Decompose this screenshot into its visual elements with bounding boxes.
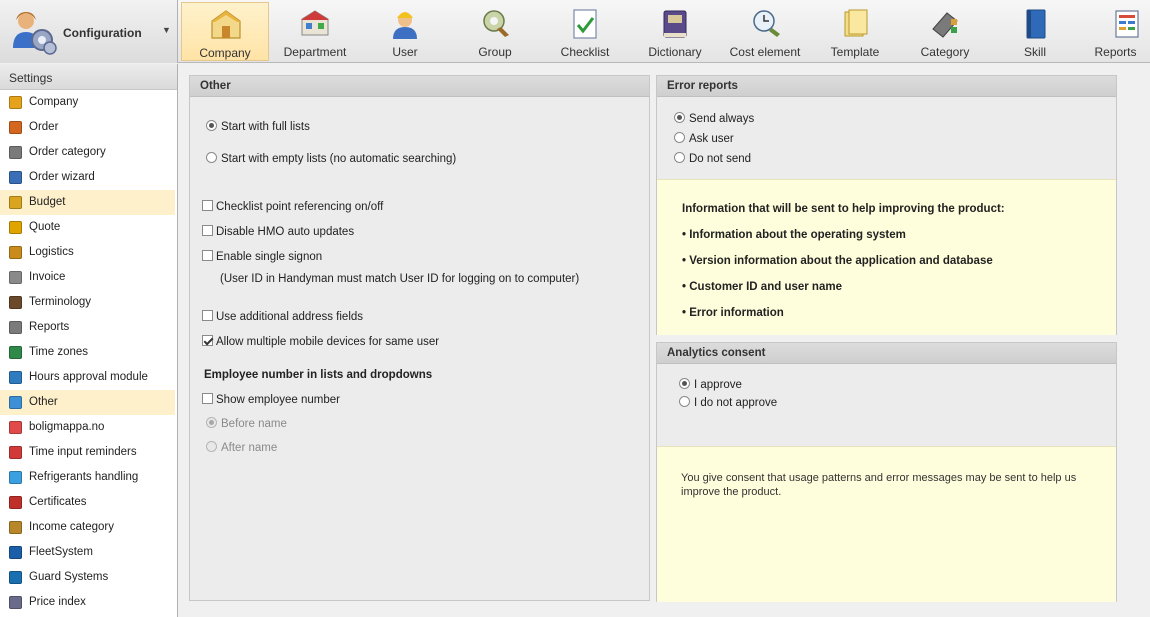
- module-switcher[interactable]: [0, 0, 178, 63]
- send-always-label: Send always: [689, 113, 755, 125]
- info-item: • Information about the operating system: [682, 229, 906, 241]
- after-name-option: [206, 441, 277, 454]
- configuration-user-gear-icon: [10, 8, 58, 56]
- approve-label: I approve: [694, 379, 742, 391]
- toolbar-label: Cost element: [729, 45, 801, 59]
- sidebar-item-label: Price index: [29, 596, 86, 608]
- globe-icon: [9, 346, 22, 359]
- sidebar-item-order-category[interactable]: [0, 140, 177, 165]
- sidebar-item-label: Certificates: [29, 496, 87, 508]
- not-approve-option[interactable]: [679, 396, 777, 409]
- toolbar-button-reports[interactable]: [1081, 2, 1150, 61]
- sidebar-item-label: Reports: [29, 321, 70, 333]
- dictionary-icon: [659, 7, 691, 41]
- fleetsystem-logo-icon: [9, 546, 22, 559]
- start-empty-lists-label: Start with empty lists (no automatic searching): [221, 153, 457, 165]
- order-icon: [9, 121, 22, 134]
- sidebar-item-order-wizard[interactable]: [0, 165, 177, 190]
- info-item-text: Information about the operating system: [689, 229, 906, 241]
- wizard-icon: [9, 171, 22, 184]
- sidebar-item-label: Other: [29, 396, 58, 408]
- radio-unselected[interactable]: [679, 396, 690, 407]
- error-reports-title: Error reports: [657, 76, 1116, 97]
- sidebar-item-reports[interactable]: [0, 315, 177, 340]
- toolbar-button-cost-element[interactable]: [721, 2, 809, 61]
- info-item: • Error information: [682, 307, 784, 319]
- start-full-lists-option[interactable]: [206, 120, 310, 133]
- sidebar-item-label: Order wizard: [29, 171, 95, 183]
- category-icon: [929, 7, 961, 41]
- toolbar-label: Dictionary: [648, 45, 702, 59]
- do-not-send-option[interactable]: [674, 152, 751, 165]
- sidebar-item-label: Terminology: [29, 296, 91, 308]
- show-employee-number-label: Show employee number: [216, 394, 341, 406]
- sidebar-item-label: Logistics: [29, 246, 74, 258]
- additional-address-label: Use additional address fields: [216, 311, 364, 323]
- toolbar-button-department[interactable]: [271, 2, 359, 61]
- sidebar-header: Settings: [0, 64, 177, 90]
- toolbar-label: Reports: [1094, 45, 1137, 59]
- chevron-down-icon[interactable]: ▼: [162, 25, 171, 35]
- toolbar-button-skill[interactable]: [991, 2, 1079, 61]
- radio-selected[interactable]: [679, 378, 690, 389]
- checkbox[interactable]: [202, 393, 213, 404]
- checklist-icon: [569, 7, 601, 41]
- info-item-text: Customer ID and user name: [689, 281, 842, 293]
- sidebar-list: [0, 90, 177, 615]
- checkbox[interactable]: [202, 310, 213, 321]
- approval-check-icon: [9, 371, 22, 384]
- checkbox[interactable]: [202, 200, 213, 211]
- sidebar-item-time-input-reminders[interactable]: [0, 440, 177, 465]
- sidebar-item-label: Budget: [29, 196, 66, 208]
- start-empty-lists-option[interactable]: [206, 152, 456, 165]
- toolbar-label: Company: [199, 46, 251, 60]
- sidebar-item-boligmappa[interactable]: [0, 415, 177, 440]
- ask-user-label: Ask user: [689, 133, 734, 145]
- start-full-lists-label: Start with full lists: [221, 121, 310, 133]
- sidebar-item-label: Order: [29, 121, 59, 133]
- toolbar-label: User: [392, 45, 418, 59]
- certificate-ribbon-icon: [9, 496, 22, 509]
- toolbar-label: Category: [920, 45, 970, 59]
- multi-mobile-label: Allow multiple mobile devices for same user: [216, 336, 440, 348]
- cost-element-icon: [749, 7, 781, 41]
- radio-unselected[interactable]: [206, 152, 217, 163]
- toolbar-label: Group: [478, 45, 512, 59]
- consent-text: You give consent that usage patterns and error messages may be sent to help us improve the product.: [681, 472, 1077, 498]
- snowflake-icon: [9, 471, 22, 484]
- top-toolbar: [0, 0, 1150, 63]
- radio-unselected[interactable]: [674, 152, 685, 163]
- sidebar-item-guard-systems[interactable]: [0, 565, 177, 590]
- info-item: • Customer ID and user name: [682, 281, 842, 293]
- disable-hmo-checkbox[interactable]: [202, 225, 354, 238]
- quote-icon: [9, 221, 22, 234]
- globe-other-icon: [9, 396, 22, 409]
- reports-icon: [1111, 7, 1143, 41]
- sidebar-item-quote[interactable]: [0, 215, 177, 240]
- toolbar-button-group[interactable]: [451, 2, 539, 61]
- sidebar-item-budget[interactable]: [0, 190, 175, 215]
- invoice-icon: [9, 271, 22, 284]
- sidebar-item-logistics[interactable]: [0, 240, 177, 265]
- toolbar-button-company[interactable]: [181, 2, 269, 61]
- terminology-book-icon: [9, 296, 22, 309]
- radio-disabled-selected: [206, 417, 217, 428]
- sidebar-item-invoice[interactable]: [0, 265, 177, 290]
- before-name-label: Before name: [221, 418, 287, 430]
- folder-icon: [9, 421, 22, 434]
- approve-option[interactable]: [679, 378, 742, 391]
- checklist-referencing-label: Checklist point referencing on/off: [216, 201, 384, 213]
- not-approve-label: I do not approve: [694, 397, 778, 409]
- price-index-icon: [9, 596, 22, 609]
- info-title: Information that will be sent to help improving the product:: [682, 203, 1005, 215]
- radio-unselected[interactable]: [674, 132, 685, 143]
- checkbox-checked[interactable]: [202, 335, 213, 346]
- sidebar-item-order[interactable]: [0, 115, 177, 140]
- skill-book-icon: [1019, 7, 1051, 41]
- settings-sidebar: [0, 64, 178, 617]
- toolbar-button-category[interactable]: [901, 2, 989, 61]
- show-employee-number-checkbox[interactable]: [202, 393, 340, 406]
- info-item-text: Version information about the application and database: [689, 255, 993, 267]
- single-signon-label: Enable single signon: [216, 251, 323, 263]
- radio-disabled: [206, 441, 217, 452]
- after-name-label: After name: [221, 442, 278, 454]
- sidebar-item-label: boligmappa.no: [29, 421, 105, 433]
- single-signon-checkbox[interactable]: [202, 250, 322, 263]
- sidebar-item-other[interactable]: [0, 390, 175, 415]
- before-name-option: [206, 417, 287, 430]
- alarm-clock-icon: [9, 446, 22, 459]
- toolbar-label: Skill: [1023, 45, 1046, 59]
- house-icon: [210, 8, 242, 42]
- other-panel-title: Other: [190, 76, 649, 97]
- toolbar-label: Department: [283, 45, 347, 59]
- printer-icon: [9, 321, 22, 334]
- sidebar-item-hours-approval[interactable]: [0, 365, 177, 390]
- sidebar-item-label: Hours approval module: [29, 371, 148, 383]
- analytics-consent-panel: [656, 342, 1117, 602]
- toolbar-label: Template: [830, 45, 880, 59]
- checkbox[interactable]: [202, 250, 213, 261]
- budget-scale-icon: [9, 196, 22, 209]
- analytics-consent-title: Analytics consent: [657, 343, 1116, 364]
- disable-hmo-label: Disable HMO auto updates: [216, 226, 355, 238]
- sidebar-item-time-zones[interactable]: [0, 340, 177, 365]
- radio-selected[interactable]: [674, 112, 685, 123]
- income-icon: [9, 521, 22, 534]
- department-icon: [299, 7, 331, 41]
- guard-systems-logo-icon: [9, 571, 22, 584]
- sidebar-item-label: Order category: [29, 146, 106, 158]
- toolbar-button-template[interactable]: [811, 2, 899, 61]
- checklist-referencing-checkbox[interactable]: [202, 200, 383, 213]
- do-not-send-label: Do not send: [689, 153, 752, 165]
- info-item: • Version information about the application and database: [682, 255, 993, 267]
- worker-icon: [389, 7, 421, 41]
- sidebar-item-price-index[interactable]: [0, 590, 177, 615]
- info-item-text: Error information: [689, 307, 784, 319]
- sidebar-item-refrigerants[interactable]: [0, 465, 177, 490]
- multi-mobile-checkbox[interactable]: [202, 335, 439, 348]
- ask-user-option[interactable]: [674, 132, 734, 145]
- sidebar-item-company[interactable]: [0, 90, 177, 115]
- error-reports-panel: [656, 75, 1117, 335]
- analytics-info-box: [657, 446, 1116, 602]
- sidebar-item-income-category[interactable]: [0, 515, 177, 540]
- toolbar-label: Checklist: [560, 45, 610, 59]
- group-icon: [479, 7, 511, 41]
- sidebar-item-label: Refrigerants handling: [29, 471, 139, 483]
- error-reports-info-box: [657, 179, 1116, 335]
- send-always-option[interactable]: [674, 112, 754, 125]
- template-icon: [839, 7, 871, 41]
- checkbox[interactable]: [202, 225, 213, 236]
- sidebar-item-fleetsystem[interactable]: [0, 540, 177, 565]
- toolbar-button-checklist[interactable]: [541, 2, 629, 61]
- order-category-icon: [9, 146, 22, 159]
- signon-note: (User ID in Handyman must match User ID for logging on to computer): [220, 273, 580, 285]
- module-title: Configuration: [63, 26, 142, 40]
- company-icon: [9, 96, 22, 109]
- sidebar-item-certificates[interactable]: [0, 490, 177, 515]
- sidebar-item-label: Quote: [29, 221, 61, 233]
- logistics-box-icon: [9, 246, 22, 259]
- sidebar-item-label: Income category: [29, 521, 115, 533]
- additional-address-checkbox[interactable]: [202, 310, 363, 323]
- toolbar-button-dictionary[interactable]: [631, 2, 719, 61]
- sidebar-item-label: Company: [29, 96, 79, 108]
- employee-number-heading: Employee number in lists and dropdowns: [204, 369, 433, 381]
- sidebar-item-terminology[interactable]: [0, 290, 177, 315]
- other-panel: [189, 75, 650, 601]
- radio-selected[interactable]: [206, 120, 217, 131]
- toolbar-button-user[interactable]: [361, 2, 449, 61]
- sidebar-item-label: Time input reminders: [29, 446, 137, 458]
- sidebar-item-label: Invoice: [29, 271, 66, 283]
- sidebar-item-label: Time zones: [29, 346, 89, 358]
- sidebar-item-label: FleetSystem: [29, 546, 93, 558]
- sidebar-item-label: Guard Systems: [29, 571, 109, 583]
